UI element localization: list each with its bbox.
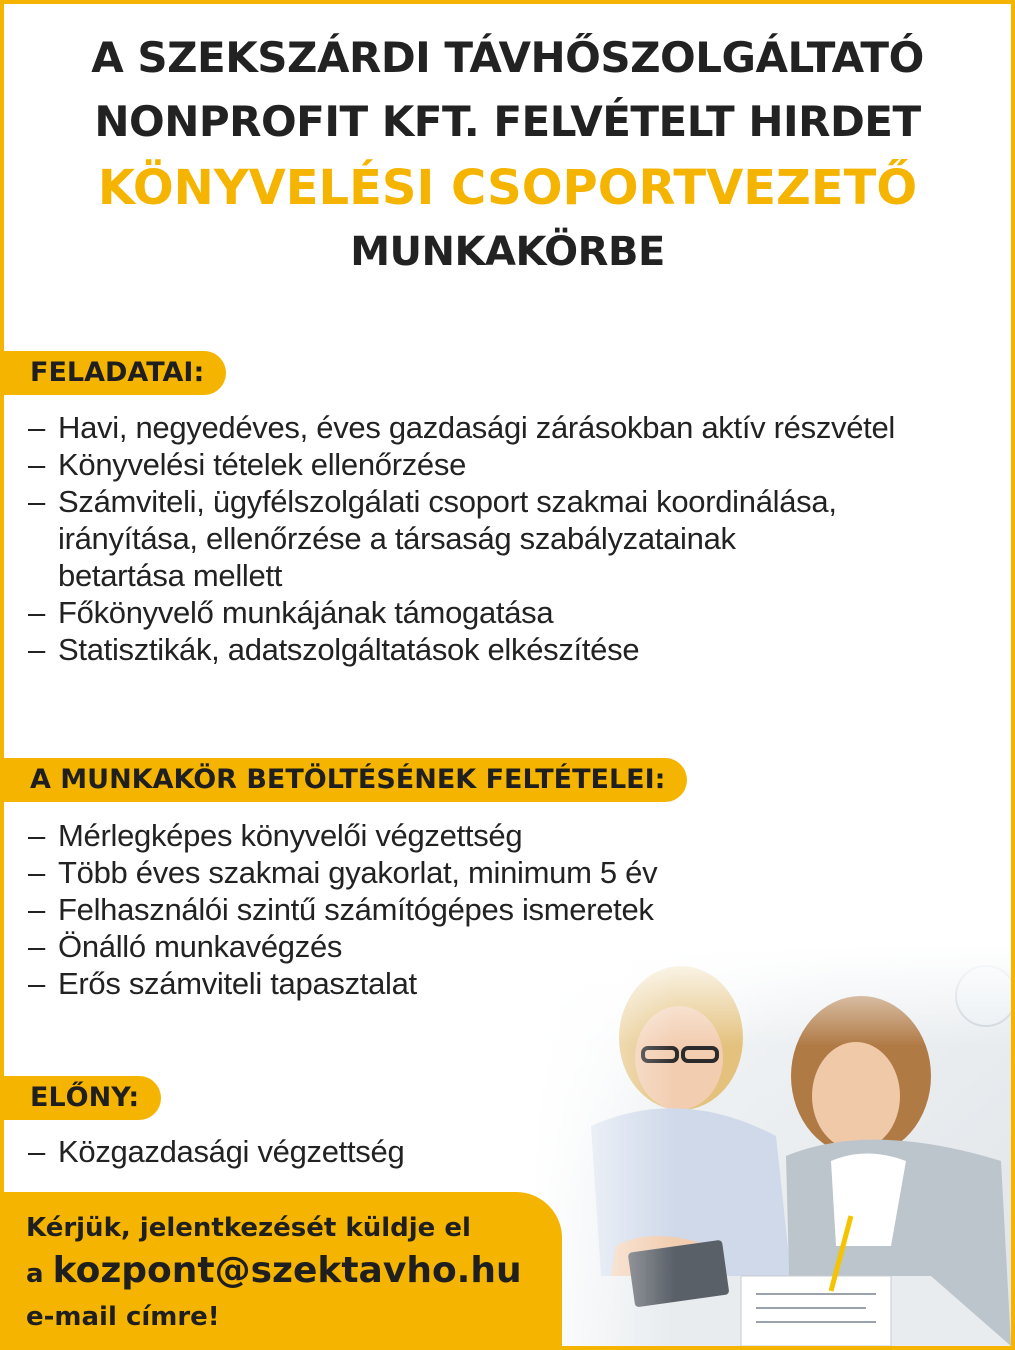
dash: – — [28, 447, 45, 482]
dash: – — [28, 855, 45, 890]
dash: – — [28, 410, 45, 445]
advantage-label: ELŐNY: — [0, 1076, 161, 1120]
position-title: KÖNYVELÉSI CSOPORTVEZETŐ — [97, 160, 918, 216]
dash: – — [28, 929, 45, 964]
list-item: – Közgazdasági végzettség — [28, 1134, 405, 1169]
advantage-list — [28, 1133, 404, 1170]
header-line-2: NONPROFIT KFT. FELVÉTELT HIRDET — [94, 97, 921, 146]
dash: – — [28, 818, 45, 853]
contact-line-3: e-mail címre! — [26, 1302, 220, 1332]
list-item: – Könyvelési tételek ellenőrzése — [28, 447, 467, 482]
tasks-label: FELADATAI: — [0, 351, 226, 395]
list-item: – Mérlegképes könyvelői végzettség — [28, 818, 523, 853]
dash: – — [28, 966, 45, 1001]
list-item: – Statisztikák, adatszolgáltatások elkészítése — [28, 632, 640, 667]
dash: – — [28, 1134, 45, 1169]
contact-line-1: Kérjük, jelentkezését küldje el — [26, 1213, 471, 1243]
list-item: – Erős számviteli tapasztalat — [28, 966, 417, 1001]
list-item-continuation: irányítása, ellenőrzése a társaság szabályzatainak — [58, 521, 736, 556]
email-link[interactable]: kozpont@szektavho.hu — [52, 1250, 522, 1291]
dash: – — [28, 632, 45, 667]
dash: – — [28, 595, 45, 630]
list-item: – Felhasználói szintű számítógépes ismeretek — [28, 892, 654, 927]
contact-line-2: a kozpont@szektavho.hu — [26, 1250, 522, 1291]
dash: – — [28, 892, 45, 927]
list-item: – Főkönyvelő munkájának támogatása — [28, 595, 554, 630]
list-item: – Önálló munkavégzés — [28, 929, 343, 964]
list-item: – Havi, negyedéves, éves gazdasági zárásokban aktív részvétel — [28, 410, 895, 445]
header-line-1: A SZEKSZÁRDI TÁVHŐSZOLGÁLTATÓ — [91, 33, 924, 82]
tasks-list — [28, 409, 895, 668]
contact-box — [0, 1192, 562, 1350]
list-item: – Több éves szakmai gyakorlat, minimum 5 év — [28, 855, 658, 890]
requirements-label: A MUNKAKÖR BETÖLTÉSÉNEK FELTÉTELEI: — [0, 758, 687, 802]
office-workers-illustration — [531, 946, 1011, 1346]
dash: – — [28, 484, 45, 519]
list-item-continuation: betartása mellett — [58, 558, 283, 593]
header — [4, 26, 1011, 282]
requirements-list — [28, 817, 657, 1002]
list-item: – Számviteli, ügyfélszolgálati csoport szakmai koordinálása, irányítása, ellenőrzése a társaság szabályzatainak betartása mellett — [28, 483, 895, 594]
header-line-4: MUNKAKÖRBE — [350, 229, 665, 275]
